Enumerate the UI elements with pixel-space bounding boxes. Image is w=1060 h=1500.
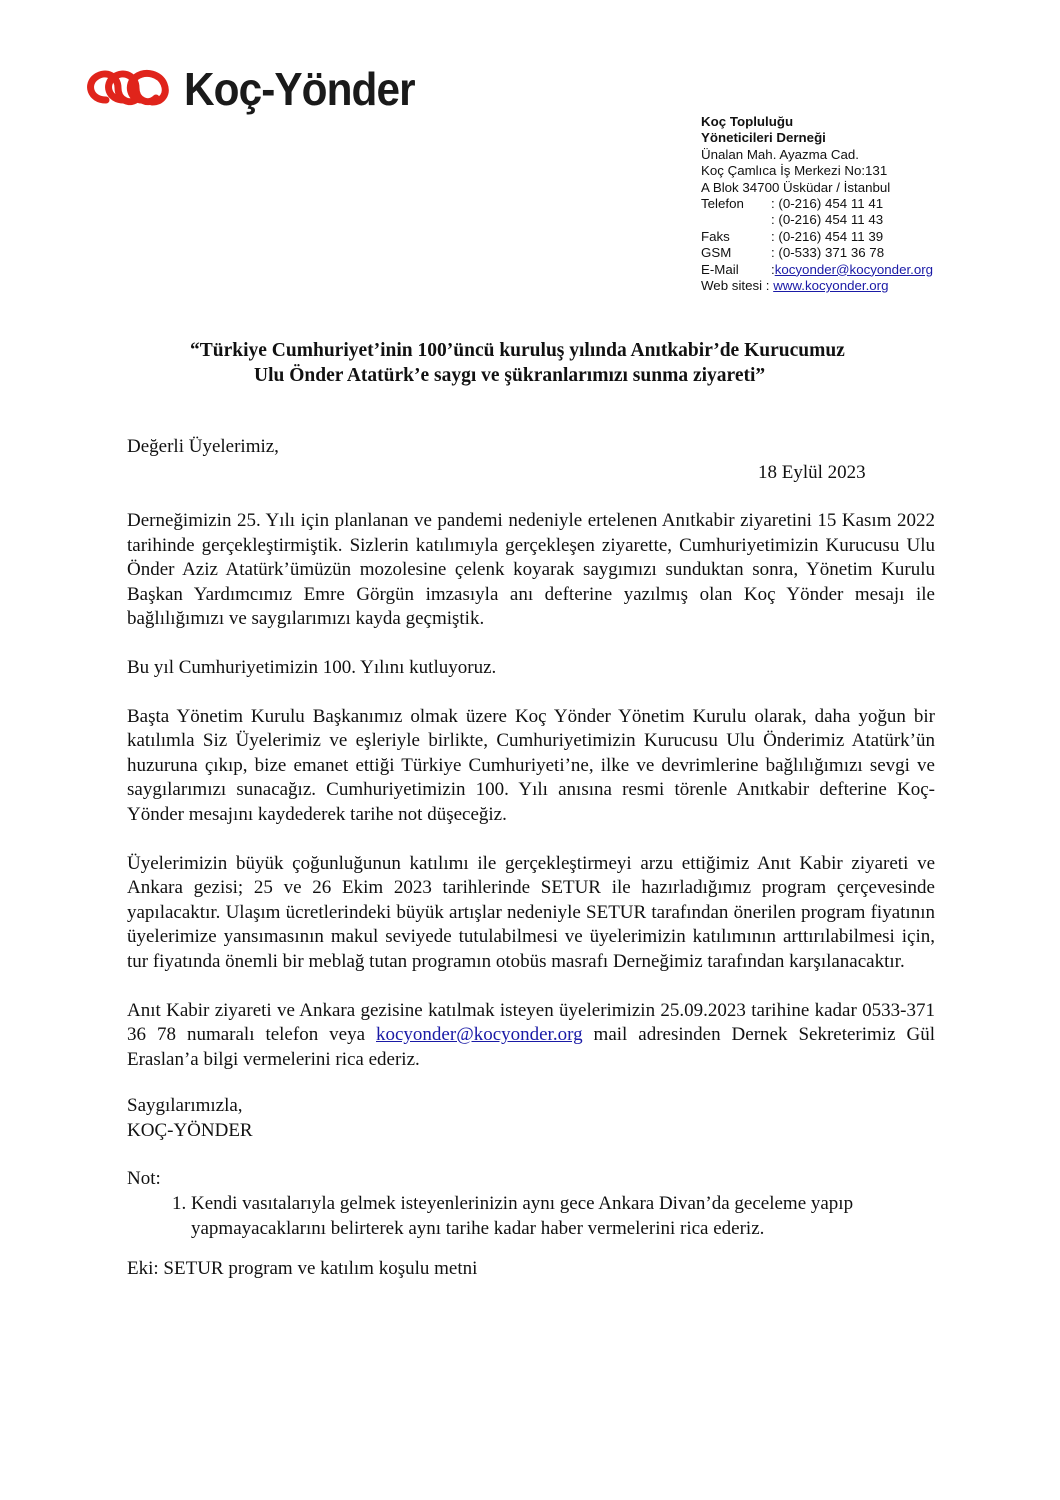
document-title [120, 338, 980, 388]
fax-value: : (0-216) 454 11 39 [771, 228, 884, 244]
paragraph-4: Üyelerimizin büyük çoğunluğunun katılımı ile gerçekleştirmeyi arzu ettiğimiz Anıt Kabir ziyareti ve Ankara gezisi; 25 ve 26 Ekim 2023 tarihlerinde SETUR ile hazırladığımız program çerçevesinde yapılacaktır. Ulaşım ücretlerindeki büyük artışlar nedeniyle SETUR tarafından önerilen program fiyatının üyelerimize yansımasının makul seviyede tutulabilmesi ve üyelerimizin katılımının arttırılabilmesi için, tur fiyatında önemli bir meblağ tutan programın otobüs masrafı Derneğimiz tarafından karşılanacaktır. [127, 852, 935, 972]
gsm-value: : (0-533) 371 36 78 [771, 245, 885, 261]
logo-wordmark: Koç-Yönder [184, 63, 415, 115]
paragraph-email-link[interactable]: kocyonder@kocyonder.org [376, 1024, 583, 1046]
phone-row [701, 196, 933, 212]
note-label: Not: [127, 1168, 161, 1190]
gsm-label: GSM [701, 245, 732, 261]
phone2-row [701, 212, 933, 228]
closing [127, 1094, 935, 1143]
title-line2: Ulu Önder Atatürk’e saygı ve şükranlarımızı sunma ziyareti” [254, 365, 766, 386]
koc-yonder-logo [80, 62, 435, 116]
greeting: Değerli Üyelerimiz, [127, 436, 279, 457]
title-line1: “Türkiye Cumhuriyet’inin 100’üncü kuruluş yılında Anıtkabir’de Kurucumuz [190, 340, 845, 361]
koc-yonder-logo-mark-icon [80, 62, 182, 116]
annex-line: Eki: SETUR program ve katılım koşulu metni [127, 1258, 478, 1280]
email-row [701, 262, 933, 278]
email-link[interactable]: kocyonder@kocyonder.org [774, 261, 934, 277]
website-link[interactable]: www.kocyonder.org [773, 278, 889, 294]
paragraph-1: Derneğimizin 25. Yılı için planlanan ve pandemi nedeniyle ertelenen Anıtkabir ziyaretini 15 Kasım 2022 tarihinde gerçekleştirmiştik. Sizlerin katılımıyla gerçekleşen ziyarette, Cumhuriyetimizin Kurucusu Ulu Önder Aziz Atatürk’ümüzün mozolesine çelenk koyarak saygımızı sunduktan sonra, Yönetim Kurulu Başkan Yardımcımız Emre Görgün imzasıyla anı defterine yazılmış olan Koç Yönder mesajı ile bağlılığımızı ve saygılarımızı kayda geçmiştik. [127, 510, 935, 630]
phone2-label [701, 212, 771, 228]
address-line2: Koç Çamlıca İş Merkezi No:131 [701, 163, 888, 179]
phone-value: : (0-216) 454 11 41 [771, 196, 884, 212]
contact-info [701, 114, 933, 294]
email-separator: : [771, 261, 775, 277]
paragraph-5 [127, 999, 935, 1073]
note-list [127, 1192, 935, 1241]
phone-label: Telefon [701, 196, 744, 212]
paragraph-5-after: mail adresinden Dernek Sekreterimiz Gül Eraslan’a bilgi vermelerini rica ederiz. [127, 1024, 935, 1070]
closing-line2: KOÇ-YÖNDER [127, 1119, 253, 1141]
paragraph-5-before: Anıt Kabir ziyareti ve Ankara gezisine katılmak isteyen üyelerimizin 25.09.2023 tarihine kadar 0533-371 36 78 numaralı telefon veya [127, 999, 935, 1046]
paragraph-2: Bu yıl Cumhuriyetimizin 100. Yılını kutluyoruz. [127, 656, 497, 678]
org-name-line2: Yöneticileri Derneği [701, 130, 826, 146]
gsm-row [701, 245, 933, 261]
fax-row [701, 229, 933, 245]
website-label: Web sitesi [701, 278, 763, 294]
org-name-line1: Koç Topluluğu [701, 114, 794, 129]
closing-line1: Saygılarımızla, [127, 1095, 243, 1117]
note-section [127, 1167, 935, 1241]
address-line1: Ünalan Mah. Ayazma Cad. [701, 146, 859, 162]
paragraph-3: Başta Yönetim Kurulu Başkanımız olmak üzere Koç Yönder Yönetim Kurulu olarak, daha yoğun bir katılımla Siz Üyelerimiz ve eşleriyle birlikte, Cumhuriyetimizin Kurucusu Ulu Önderimiz Atatürk’ün huzuruna çıkıp, bize emanet ettiği Türkiye Cumhuriyeti’ne, ilke ve devrimlerine bağlılığımızı sevgi ve saygılarımızı sunacağız. Cumhuriyetimizin 100. Yılı anısına resmi törenle Anıtkabir defterine Koç-Yönder mesajını kaydederek tarihe not düşeceğiz. [127, 705, 935, 825]
website-row [701, 278, 933, 294]
address-line3: A Blok 34700 Üsküdar / İstanbul [701, 179, 891, 195]
phone2-value: : (0-216) 454 11 43 [771, 212, 884, 228]
note-item-1: 1. Kendi vasıtalarıyla gelmek isteyenlerinizin aynı gece Ankara Divan’da geceleme yapıp yapmayacaklarını belirterek aynı tarihe kadar haber vermelerini rica ederiz. [191, 1192, 935, 1241]
email-label: E-Mail [701, 261, 739, 277]
website-separator: : [762, 278, 774, 294]
fax-label: Faks [701, 228, 730, 244]
letter-date: 18 Eylül 2023 [758, 462, 866, 483]
letter-body [127, 509, 935, 1282]
